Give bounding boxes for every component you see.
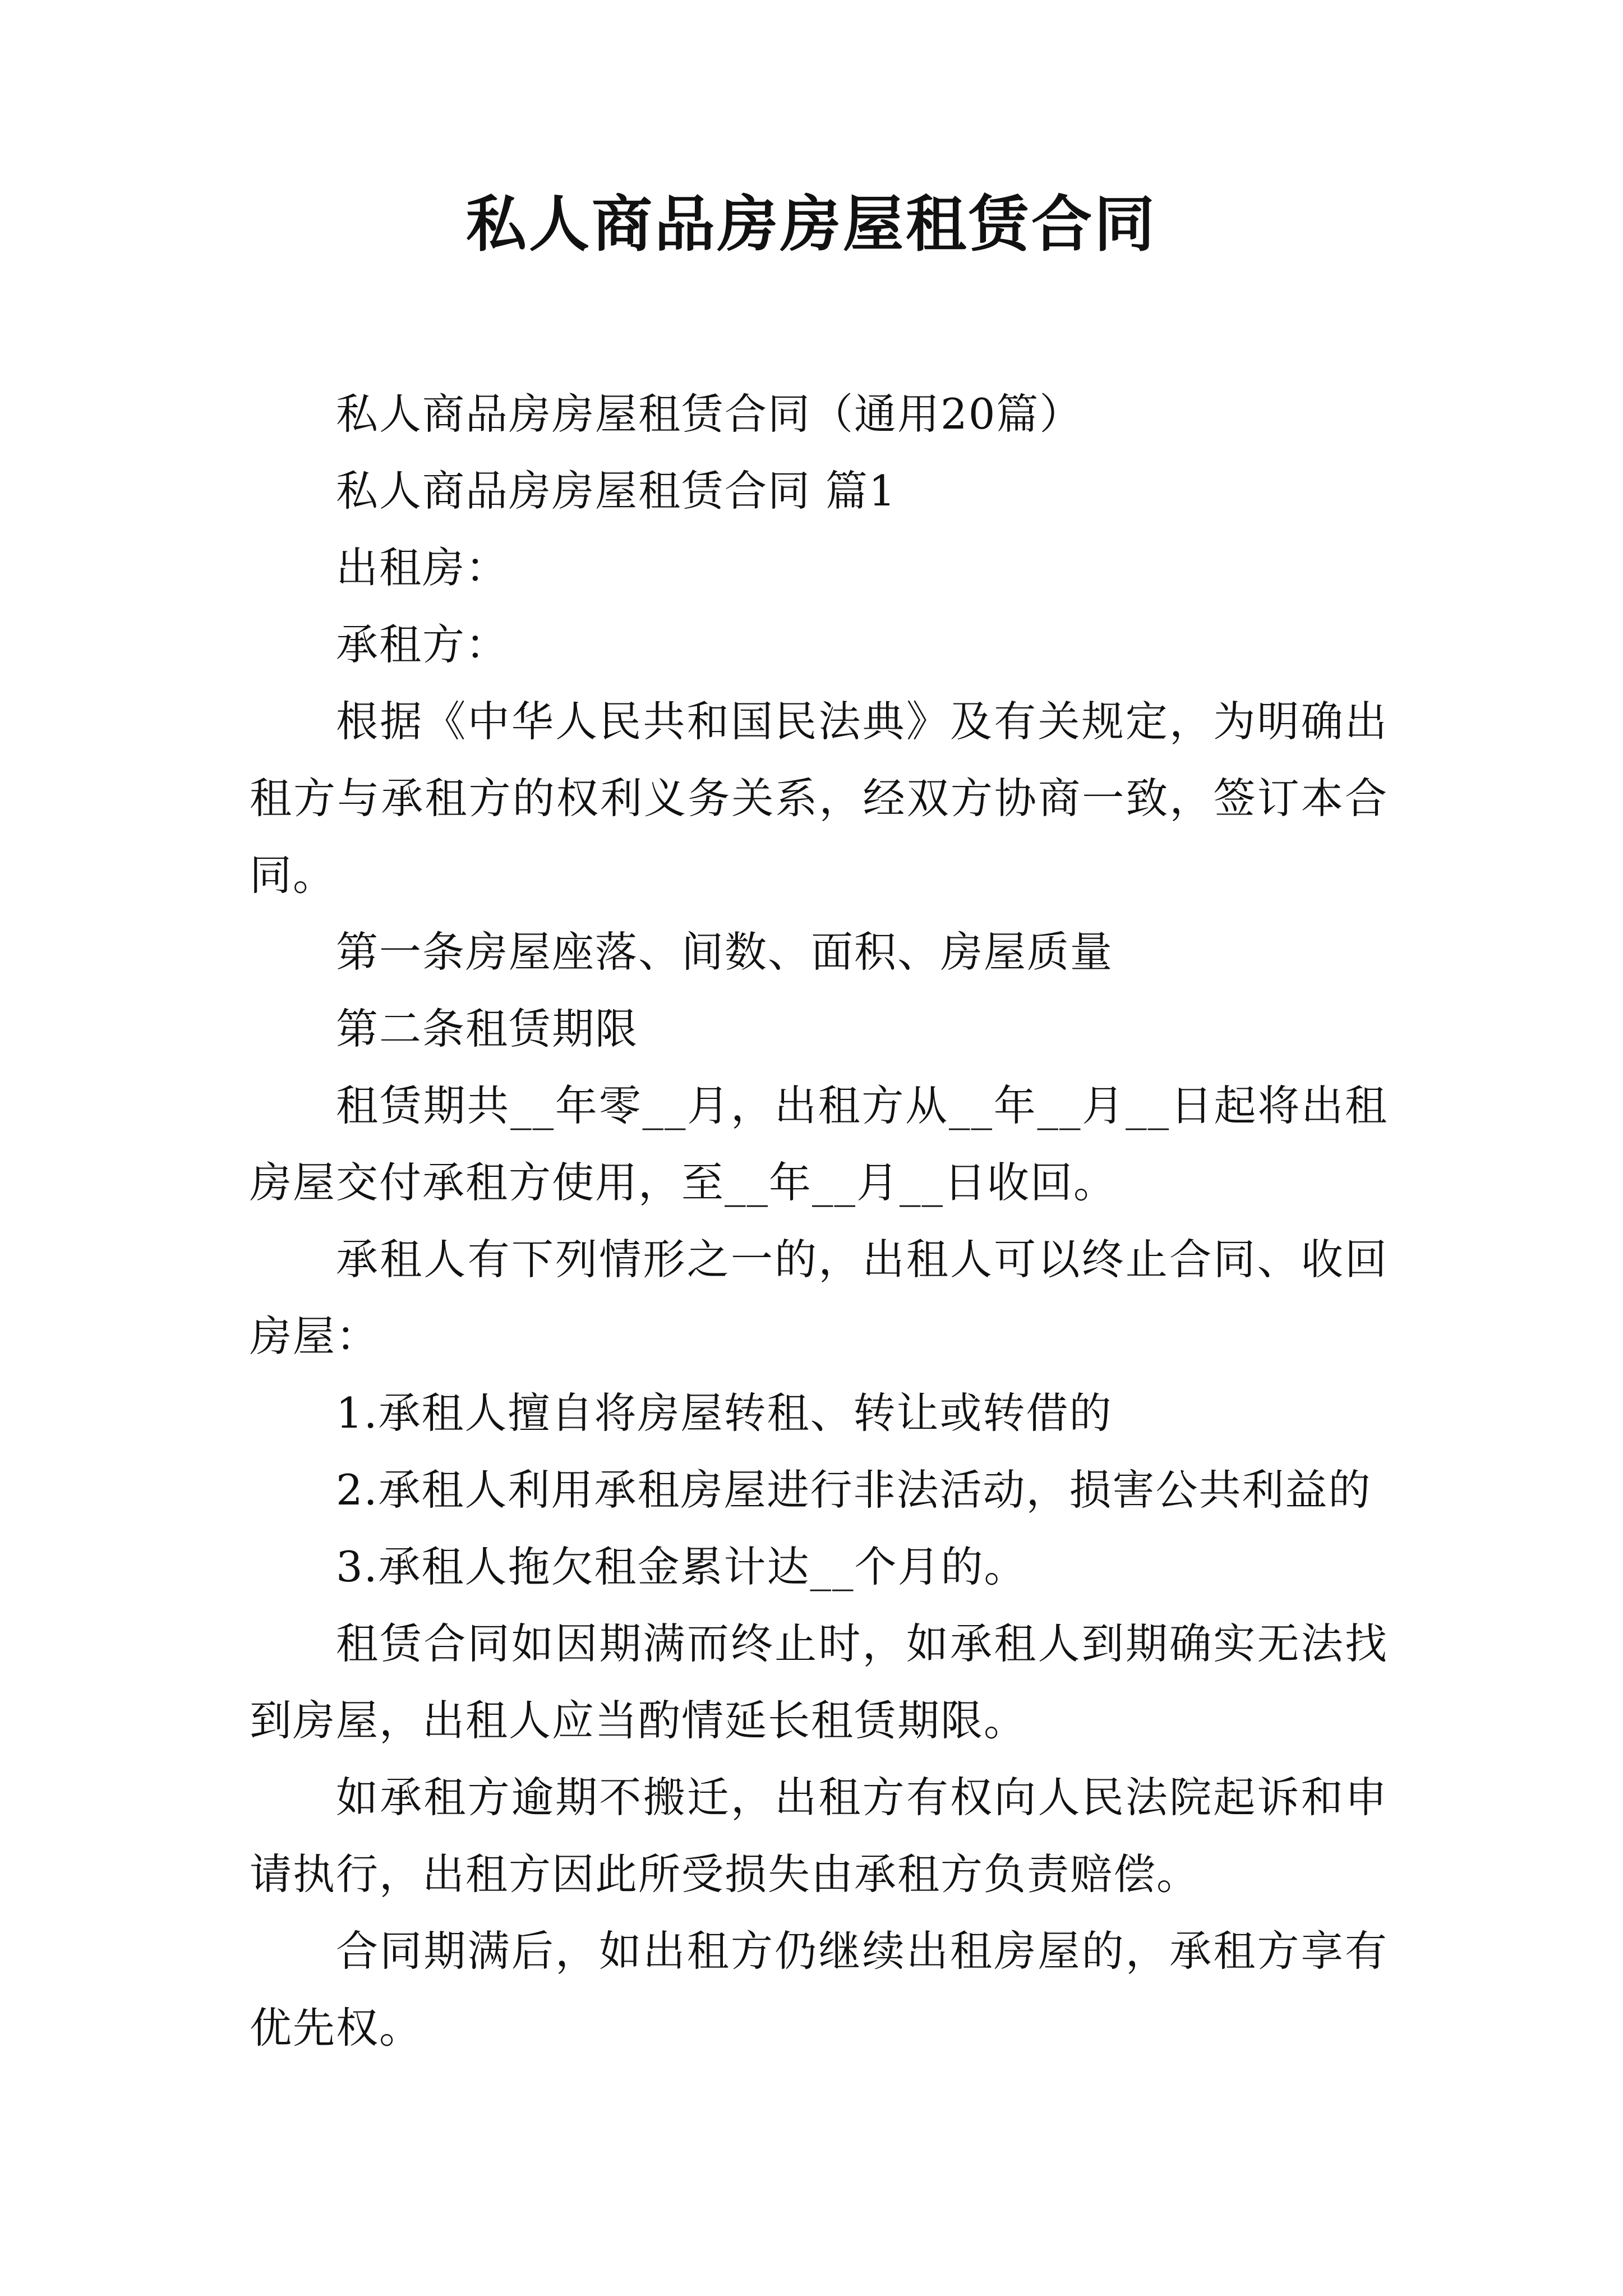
paragraph-overdue: 如承租方逾期不搬迁，出租方有权向人民法院起诉和申请执行，出租方因此所受损失由承租方负责赔偿。	[250, 1773, 1388, 1899]
document-body	[250, 376, 1388, 2067]
paragraph-section-heading: 私人商品房房屋租赁合同 篇1	[336, 466, 897, 516]
paragraph-article-1: 第一条房屋座落、间数、面积、房屋质量	[336, 927, 1114, 977]
paragraph-extension: 租赁合同如因期满而终止时，如承租人到期确实无法找到房屋，出租人应当酌情延长租赁期限。	[250, 1619, 1388, 1745]
paragraph-lessee: 承租方：	[336, 620, 509, 669]
paragraph-condition-3: 3.承租人拖欠租金累计达__个月的。	[336, 1542, 1027, 1591]
paragraph-article-2: 第二条租赁期限	[336, 1004, 639, 1053]
paragraph-subtitle: 私人商品房房屋租赁合同（通用20篇）	[336, 389, 1083, 439]
paragraph-lease-term: 租赁期共__年零__月，出租方从__年__月__日起将出租房屋交付承租方使用，至__年__月__日收回。	[250, 1081, 1388, 1207]
paragraph-preamble: 根据《中华人民共和国民法典》及有关规定，为明确出租方与承租方的权利义务关系，经双方协商一致，签订本合同。	[250, 697, 1388, 900]
paragraph-condition-2: 2.承租人利用承租房屋进行非法活动，损害公共利益的	[336, 1465, 1372, 1515]
paragraph-lessor: 出租房：	[336, 543, 509, 592]
paragraph-condition-1: 1.承租人擅自将房屋转租、转让或转借的	[336, 1388, 1113, 1438]
paragraph-termination-conditions: 承租人有下列情形之一的，出租人可以终止合同、收回房屋：	[250, 1235, 1388, 1361]
paragraph-priority: 合同期满后，如出租方仍继续出租房屋的，承租方享有优先权。	[250, 1926, 1388, 2053]
document-title: 私人商品房房屋租赁合同	[465, 189, 1157, 260]
